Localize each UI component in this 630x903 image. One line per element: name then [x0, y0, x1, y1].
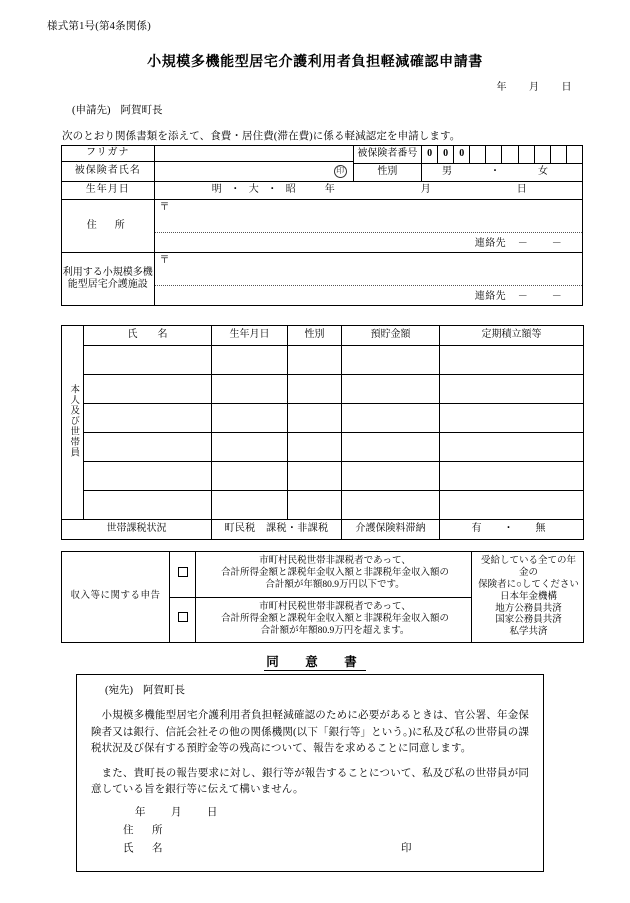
insured-number-digit-10[interactable]	[566, 146, 582, 164]
consent-seal-label: 印	[401, 843, 412, 855]
cell-deposit[interactable]	[440, 375, 584, 404]
cell-name[interactable]	[84, 346, 212, 375]
cell-dob[interactable]	[212, 404, 288, 433]
cell-gender[interactable]	[288, 491, 342, 520]
checkbox-icon	[178, 567, 188, 577]
addressee-label: (申請先)	[72, 105, 111, 116]
cell-gender[interactable]	[288, 404, 342, 433]
insured-name-label: 被保険者氏名	[62, 162, 155, 182]
table-row	[62, 346, 584, 375]
declaration-1-line-3: 合計額が年額80.9万円以下です。	[265, 580, 405, 591]
gender-options[interactable]: 男 ・ 女	[422, 164, 583, 182]
insured-number-digit-9[interactable]	[550, 146, 566, 164]
declaration-1-line-2: 合計所得金額と課税年金収入額と非課税年金収入額の	[220, 568, 449, 579]
insured-name-value[interactable]	[154, 162, 353, 182]
tax-kind-options[interactable]: 町民税 課税・非課税	[212, 520, 342, 540]
insured-number-label: 被保険者番号	[353, 146, 421, 164]
cell-gender[interactable]	[288, 462, 342, 491]
insured-number-digit-1[interactable]: 0	[422, 146, 438, 164]
cell-dob[interactable]	[212, 462, 288, 491]
facility-contact-dash-2: －	[551, 290, 563, 302]
cell-name[interactable]	[84, 491, 212, 520]
contact-label-address: 連絡先	[474, 237, 506, 249]
cell-savings[interactable]	[342, 433, 440, 462]
seal-icon: 印	[334, 165, 347, 178]
address-divider	[155, 232, 582, 233]
contact-dash-1: －	[517, 237, 529, 249]
income-declaration-label: 収入等に関する申告	[62, 552, 170, 643]
dob-ymd-label: 年 月 日	[324, 184, 549, 196]
note-line-1: 受給している全ての年金の	[480, 556, 576, 578]
address-value[interactable]	[154, 200, 582, 253]
cell-deposit[interactable]	[440, 433, 584, 462]
cell-dob[interactable]	[212, 491, 288, 520]
insurance-arrears-label: 介護保険料滞納	[342, 520, 440, 540]
consent-paragraph-1: 小規模多機能型居宅介護利用者負担軽減確認のために必要があるときは、官公署、年金保険者又は銀行、信託会社その他の関係機関(以下「銀行等」という。)に私及び私の世帯員の課税状況及び保有する預貯金等の残高について、報告を求めることに同意します。	[91, 710, 529, 754]
note-line-6[interactable]: 私学共済	[509, 627, 548, 638]
consent-address-label: 住 所	[123, 824, 167, 836]
declaration-text-1	[196, 552, 472, 598]
dob-label: 生年月日	[62, 182, 155, 200]
tax-status-label: 世帯課税状況	[62, 520, 212, 540]
cell-savings[interactable]	[342, 404, 440, 433]
addressee	[72, 102, 163, 117]
address-contact[interactable]	[475, 238, 574, 251]
page-title: 小規模多機能型居宅介護利用者負担軽減確認申請書	[147, 55, 483, 70]
furigana-label: フリガナ	[62, 146, 155, 162]
consent-day-label: 日	[206, 806, 218, 818]
cell-name[interactable]	[84, 433, 212, 462]
consent-year-label: 年	[135, 806, 146, 818]
cell-gender[interactable]	[288, 346, 342, 375]
consent-name-line[interactable]	[123, 841, 529, 857]
seal-field[interactable]	[155, 165, 353, 178]
application-date-line	[497, 78, 573, 93]
cell-deposit[interactable]	[440, 491, 584, 520]
cell-dob[interactable]	[212, 433, 288, 462]
cell-dob[interactable]	[212, 375, 288, 404]
cell-savings[interactable]	[342, 375, 440, 404]
date-month-label: 月	[529, 82, 540, 93]
consent-addressee-name: 阿賀町長	[143, 685, 185, 696]
column-header-gender: 性別	[288, 326, 342, 346]
cell-name[interactable]	[84, 462, 212, 491]
note-line-3[interactable]: 日本年金機構	[499, 591, 557, 602]
applicant-table	[61, 145, 583, 306]
household-vertical-label-cell	[62, 326, 84, 520]
cell-deposit[interactable]	[440, 346, 584, 375]
dob-value[interactable]	[154, 182, 582, 200]
column-header-dob: 生年月日	[212, 326, 288, 346]
insured-number-digit-7[interactable]	[518, 146, 534, 164]
table-row	[62, 462, 584, 491]
zip-mark-address: 〒	[159, 202, 170, 213]
column-header-name: 氏 名	[84, 326, 212, 346]
note-line-2: 保険者に○してください	[478, 579, 579, 590]
column-header-deposit: 定期積立額等	[440, 326, 584, 346]
insured-number-digit-3[interactable]: 0	[454, 146, 470, 164]
insured-number-digit-8[interactable]	[534, 146, 550, 164]
declaration-1-line-1: 市町村民税世帯非課税者であって、	[259, 556, 411, 567]
declaration-option-row-1	[62, 552, 584, 598]
cell-savings[interactable]	[342, 462, 440, 491]
consent-title-text: 同 意 書	[266, 655, 364, 669]
contact-dash-2: －	[551, 237, 563, 249]
cell-savings[interactable]	[342, 491, 440, 520]
consent-name-label: 氏 名	[123, 843, 167, 855]
note-line-4[interactable]: 地方公務員共済	[495, 603, 562, 614]
intro-text: 次のとおり関係書類を添えて、食費・居住費(滞在費)に係る軽減認定を申請します。	[62, 131, 461, 142]
form-code: 様式第1号(第4条関係)	[47, 21, 151, 32]
cell-name[interactable]	[84, 375, 212, 404]
declaration-2-line-3: 合計額が年額80.9万円を超えます。	[260, 625, 410, 636]
declaration-2-line-1: 市町村民税世帯非課税者であって、	[259, 602, 411, 613]
tax-status-row	[62, 520, 584, 540]
table-row	[62, 375, 584, 404]
consent-date-line[interactable]	[135, 805, 529, 821]
furigana-value[interactable]	[154, 146, 353, 162]
facility-value[interactable]	[154, 253, 582, 306]
dob-era-options[interactable]: 明 ・ 大 ・ 昭	[211, 184, 299, 196]
facility-label: 利用する小規模多機能型居宅介護施設	[62, 253, 155, 306]
cell-dob[interactable]	[212, 346, 288, 375]
table-row	[62, 404, 584, 433]
declaration-2-line-2: 合計所得金額と課税年金収入額と非課税年金収入額の	[220, 613, 449, 624]
insured-number-digit-4[interactable]	[470, 146, 486, 164]
gender-label: 性別	[353, 164, 421, 182]
insured-number-digit-5[interactable]	[486, 146, 502, 164]
insured-number-digit-6[interactable]	[502, 146, 518, 164]
date-year-label: 年	[496, 82, 507, 93]
cell-savings[interactable]	[342, 346, 440, 375]
facility-divider	[155, 285, 582, 286]
consent-addressee	[105, 683, 529, 699]
address-label: 住 所	[62, 200, 155, 253]
household-vertical-label: 本人及び世帯員	[68, 383, 79, 457]
column-header-savings: 預貯金額	[342, 326, 440, 346]
addressee-name: 阿賀町長	[120, 105, 163, 116]
declaration-checkbox-2[interactable]	[170, 597, 196, 643]
pension-insurer-note	[472, 552, 584, 643]
insured-number-digit-2[interactable]: 0	[438, 146, 454, 164]
consent-paragraph-2: また、貴町長の報告要求に対し、銀行等が報告することについて、私及び私の世帯員が同意している旨を銀行等に伝えて構いません。	[91, 768, 529, 796]
zip-mark-facility: 〒	[159, 255, 170, 266]
cell-name[interactable]	[84, 404, 212, 433]
date-day-label: 日	[561, 82, 572, 93]
table-row	[62, 433, 584, 462]
table-row	[62, 491, 584, 520]
declaration-checkbox-1[interactable]	[170, 552, 196, 598]
household-table	[61, 325, 584, 540]
consent-box	[76, 674, 544, 872]
consent-addressee-label: (宛先)	[105, 685, 133, 696]
declaration-text-2	[196, 597, 472, 643]
cell-gender[interactable]	[288, 433, 342, 462]
cell-gender[interactable]	[288, 375, 342, 404]
arrears-options[interactable]: 有 ・ 無	[440, 520, 584, 540]
facility-contact-dash-1: －	[517, 290, 529, 302]
cell-deposit[interactable]	[440, 404, 584, 433]
cell-deposit[interactable]	[440, 462, 584, 491]
consent-month-label: 月	[170, 806, 182, 818]
income-declaration-table	[61, 551, 584, 643]
contact-label-facility: 連絡先	[474, 290, 506, 302]
consent-title	[0, 652, 630, 670]
facility-contact[interactable]	[475, 291, 574, 304]
checkbox-icon	[178, 612, 188, 622]
note-line-5[interactable]: 国家公務員共済	[495, 615, 562, 626]
consent-address-line[interactable]	[123, 823, 529, 839]
